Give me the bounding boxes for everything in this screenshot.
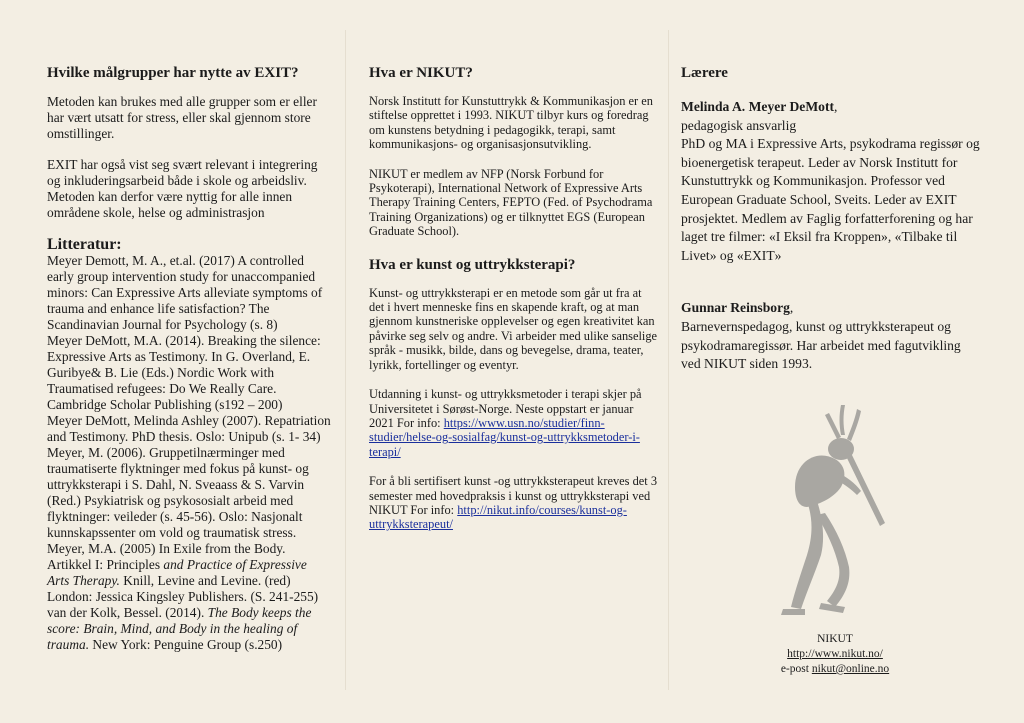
website-link[interactable]: http://www.nikut.no/ [787, 648, 883, 660]
reference-item: van der Kolk, Bessel. (2014). The Body keeps the score: Brain, Mind, and Body in the healing of trauma. New York: Penguine Group (s.250) [47, 605, 312, 652]
kokopelli-flute-player-icon [755, 395, 895, 620]
email-link[interactable]: nikut@online.no [811, 663, 890, 675]
reference-item: London: Jessica Kingsley Publishers. (S. 241-255) [47, 589, 319, 604]
reference-item: Meyer DeMott, Melinda Ashley (2007). Repatriation and Testimony. PhD thesis. Oslo: Unipub (s. 1- 34) [47, 413, 331, 444]
email-line: e-post nikut@online.no [780, 663, 890, 675]
reference-item: Meyer, M. (2006). Gruppetilnærminger med traumatiserte flyktninger med fokus på kunst- og uttrykksterapi i S. Dahl, N. Sveaass & S. Varvin (Red.) Psykiatrisk og psykososialt arbeid med flyktninger: veileder (s. 45-56). Oslo: Nasjonalt kunnskapssenter om vold og traumatisk stress. [47, 445, 309, 540]
teacher-gunnar: Gunnar Reinsborg, Barnevernspedagog, kunst og uttrykksterapeut og psykodramaregissør. Har arbeidet med fagutvikling ved NIKUT siden 1993. [681, 300, 961, 372]
about-nikut-paragraph: Norsk Institutt for Kunstuttrykk & Kommunikasjon er en stiftelse opprettet i 1993. NIKUT tilbyr kurs og foredrag om kunstens betydning i pedagogikk, terapi, samt kommunikasjons- og organisasjonsutvikling. [369, 94, 653, 152]
usn-study-link[interactable]: https://www.usn.no/studier/finn-studier/helse-og-sosialfag/kunst-og-uttrykksmetoder-i-terapi/ [369, 415, 640, 459]
teacher-melinda: Melinda A. Meyer DeMott, pedagogisk ansvarlig PhD og MA i Expressive Arts, psykodrama regissør og bioenergetisk terapeut. Leder av Norsk Institutt for Kunstuttrykk og Kommunikasjon. Professor ved European Graduate School, Sveits. Leder av EXIT prosjektet. Medlem av Faglig forfatterforening og har laget tre filmer: «I Eksil fra Kroppen», «Tilbake til Livet» og «EXIT» [681, 99, 980, 263]
art-therapy-paragraph: Kunst- og uttrykksterapi er en metode som går ut fra at det i hvert menneske fins en skapende kraft, og at man gjennom kunstneriske opplevelser og egen kreativitet kan påvirke seg selv og andre. Vi arbeider med ulike sanselige språk - musikk, bilde, dans og bevegelse, drama, teater, lyrikk, fortellinger og eventyr. [369, 285, 658, 372]
column-divider [668, 30, 669, 690]
education-paragraph: Utdanning i kunst- og uttrykksmetoder i terapi skjer på Universitetet i Sørøst-Norge. Neste oppstart er januar 2021 For info: https://www.usn.no/studier/finn-studier/helse-og-sosialfag/kunst-og-uttrykksmetoder-i-terapi/ [369, 387, 642, 459]
literature-list [47, 253, 332, 653]
contact-footer [745, 632, 925, 677]
column-teachers [681, 64, 981, 374]
reference-item: Meyer DeMott, M.A. (2014). Breaking the silence: Expressive Arts as Testimony. In G. Overland, E. Guribye& B. Lie (Eds.) Nordic Work with Traumatised refugees: Do We Really Care. Cambridge Scholar Publishing (s192 – 200) [47, 333, 321, 412]
target-groups-heading: Hvilke målgrupper har nytte av EXIT? [47, 65, 299, 81]
integration-paragraph: EXIT har også vist seg svært relevant i integrering og inkluderingsarbeid både i skole og arbeidsliv. Metoden kan derfor være nyttig for alle innen områdene skole, helse og administrasjon [47, 157, 318, 220]
column-target-groups [47, 64, 332, 653]
art-therapy-heading: Hva er kunst og uttrykksterapi? [369, 256, 576, 273]
literature-heading: Litteratur: [47, 236, 122, 253]
memberships-paragraph: NIKUT er medlem av NFP (Norsk Forbund for Psykoterapi), International Network of Expressive Arts Therapy Training Centers, FEPTO (Fed. of Psychodrama Training Organizations) og er tilknyttet EGS (European Graduate School). [369, 166, 653, 239]
target-groups-paragraph: Metoden kan brukes med alle grupper som er eller har vært utsatt for stress, eller skal gjennom store omstillinger. [47, 94, 317, 141]
teachers-heading: Lærere [681, 65, 728, 81]
about-nikut-heading: Hva er NIKUT? [369, 65, 473, 81]
certification-paragraph: For å bli sertifisert kunst -og uttrykksterapeut kreves det 3 semester med hovedpraksis i kunst og uttrykksterapi ved NIKUT For info: http://nikut.info/courses/kunst-og-uttrykksterapeut/ [369, 474, 658, 532]
reference-item: Meyer Demott, M. A., et.al. (2017) A controlled early group intervention study for unaccompanied minors: Can Expressive Arts alleviate symptoms of trauma and enhance life satisfaction? The Scandinavian Journal for Psychology (s. 8) [47, 253, 323, 332]
column-about-nikut [369, 64, 659, 532]
nikut-course-link[interactable]: http://nikut.info/courses/kunst-og-uttrykksterapeut/ [369, 502, 627, 532]
reference-item: Meyer, M.A. (2005) In Exile from the Body. Artikkel I: Principles and Practice of Expressive Arts Therapy. Knill, Levine and Levine. (red) [47, 541, 307, 588]
footer-org: NIKUT [817, 633, 853, 645]
column-divider [345, 30, 346, 690]
